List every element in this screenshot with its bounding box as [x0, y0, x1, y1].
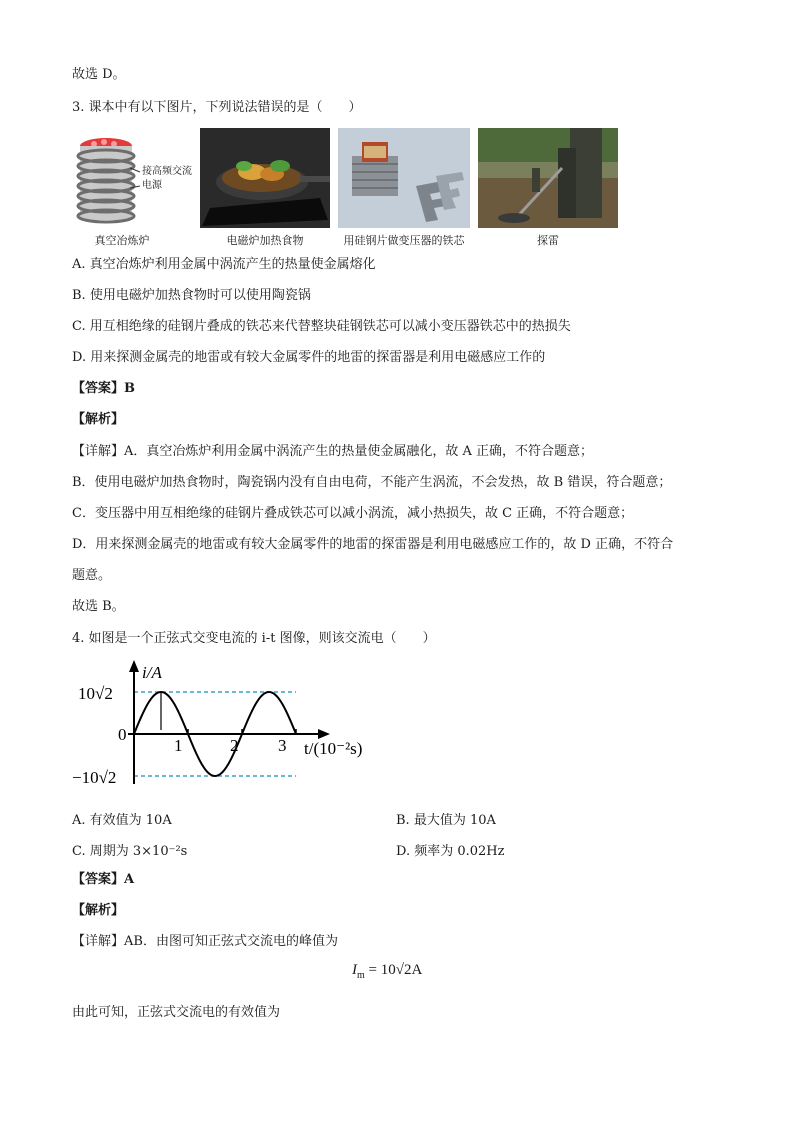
- transformer-core-image: [338, 128, 470, 228]
- x-tick-1: 1: [174, 736, 183, 755]
- transformer-caption: 用硅钢片做变压器的铁芯: [343, 234, 465, 247]
- q3-detail-d: D．用来探测金属壳的地雷或有较大金属零件的地雷的探雷器是利用电磁感应工作的，故 D 正确，不符合: [72, 537, 674, 552]
- peak-formula: [352, 962, 422, 981]
- mine-detector-image: [478, 128, 618, 228]
- induction-cooker-image: [200, 128, 330, 228]
- q4-option-b: B. 最大值为 10A: [396, 813, 496, 828]
- mine-caption: 探雷: [537, 234, 559, 247]
- q3-detail-a: 【详解】A．真空冶炼炉利用金属中涡流产生的热量使金属融化，故 A 正确，不符合题意；: [72, 444, 594, 459]
- q3-detail-c: C．变压器中用互相绝缘的硅钢片叠成铁芯可以减小涡流，减小热损失，故 C 正确，不符合题意；: [72, 506, 634, 521]
- q3-option-a: A. 真空冶炼炉利用金属中涡流产生的热量使金属熔化: [72, 257, 376, 272]
- y-axis-arrow: [129, 660, 139, 672]
- x-tick-2: 2: [230, 736, 239, 755]
- q3-option-d: D. 用来探测金属壳的地雷或有较大金属零件的地雷的探雷器是利用电磁感应工作的: [72, 350, 546, 365]
- origin-label: 0: [118, 725, 127, 744]
- induction-caption: 电磁炉加热食物: [226, 234, 304, 247]
- x-axis-label: t/(10⁻²s): [304, 739, 363, 758]
- q4-option-d: D. 频率为 0.02Hz: [396, 844, 505, 859]
- q3-detail-b: B．使用电磁炉加热食物时，陶瓷锅内没有自由电荷，不能产生涡流，不会发热，故 B 错误，符合题意；: [72, 475, 672, 490]
- q4-analysis-heading: 【解析】: [72, 903, 125, 918]
- sine-current-chart: [72, 656, 382, 792]
- q4-answer: 【答案】A: [72, 872, 135, 887]
- q4-option-c: C. 周期为 3×10⁻²s: [72, 844, 188, 859]
- q3-option-c: C. 用互相绝缘的硅钢片叠成的铁芯来代替整块硅钢铁芯可以减小变压器铁芯中的热损失: [72, 319, 571, 334]
- q3-option-b: B. 使用电磁炉加热食物时可以使用陶瓷锅: [72, 288, 311, 303]
- q3-selection: 故选 B。: [72, 599, 125, 614]
- x-axis-arrow: [318, 729, 330, 739]
- question-4: 4. 如图是一个正弦式交变电流的 i-t 图像，则该交流电（ ）: [72, 631, 436, 646]
- q4-option-a: A. 有效值为 10A: [72, 813, 172, 828]
- question-3: 3. 课本中有以下图片，下列说法错误的是（ ）: [72, 100, 362, 115]
- formula-rhs: = 10√2A: [368, 962, 423, 978]
- furnace-power-label: 接高频交流电源: [142, 166, 192, 191]
- q4-detail-effective: 由此可知，正弦式交流电的有效值为: [72, 1005, 281, 1020]
- q3-detail-d-cont: 题意。: [72, 568, 112, 583]
- formula-lhs: I: [352, 962, 357, 978]
- q4-detail: 【详解】AB．由图可知正弦式交流电的峰值为: [72, 934, 338, 949]
- y-axis-label: i/A: [142, 663, 162, 682]
- y-tick-top: 10√2: [78, 684, 113, 703]
- furnace-caption: 真空冶炼炉: [94, 234, 150, 247]
- prev-answer-line: 故选 D。: [72, 67, 126, 82]
- formula-sub: m: [357, 970, 365, 981]
- y-tick-bottom: −10√2: [72, 768, 117, 787]
- q3-answer: 【答案】B: [72, 381, 135, 396]
- x-tick-3: 3: [278, 736, 287, 755]
- q3-analysis-heading: 【解析】: [72, 412, 125, 427]
